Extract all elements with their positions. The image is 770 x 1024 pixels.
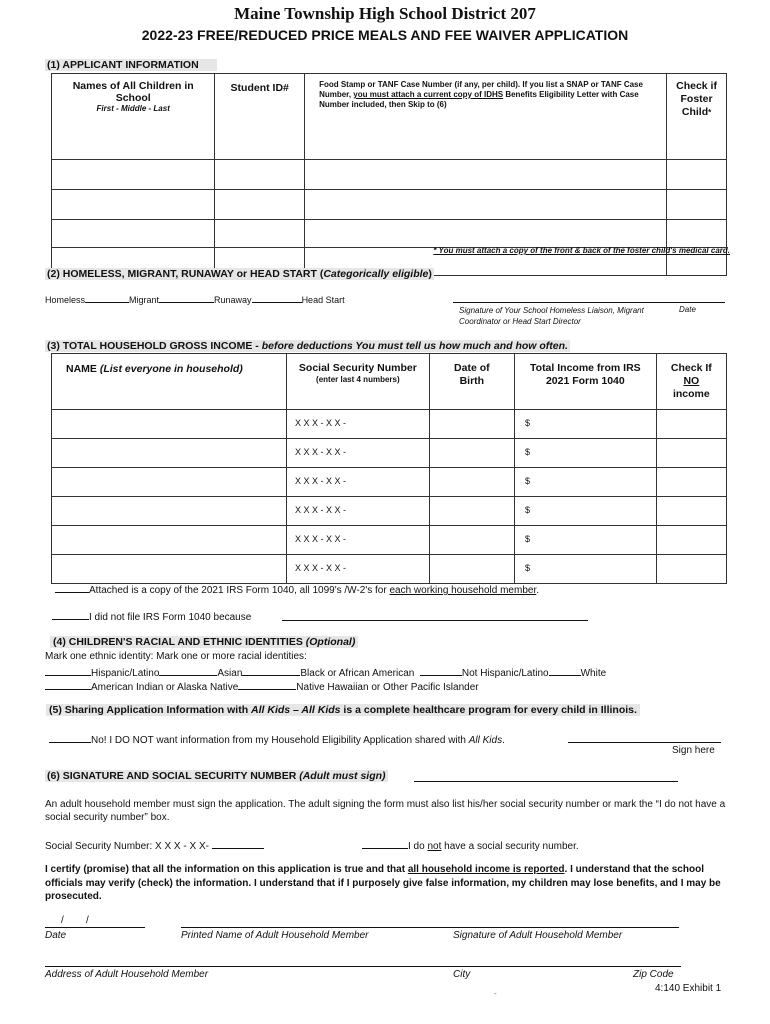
member-name-field[interactable] <box>52 410 287 439</box>
date-field[interactable] <box>45 927 145 928</box>
address-label: Address of Adult Household Member <box>45 969 209 980</box>
no-ssn-check[interactable] <box>362 838 408 849</box>
adult-signature-label: Signature of Adult Household Member <box>453 930 623 941</box>
no-1040-check[interactable] <box>52 609 89 620</box>
exhibit-label: 4:140 Exhibit 1 <box>655 983 722 994</box>
race-options-row2: American Indian or Alaska Native Native Hawaiian or Other Pacific Islander <box>45 679 479 693</box>
all-kids-signature-field[interactable] <box>568 742 721 743</box>
page-dash: - <box>494 989 497 998</box>
income-field[interactable]: $ <box>515 439 657 468</box>
member-name-field[interactable] <box>52 468 287 497</box>
runaway-field[interactable] <box>252 292 302 303</box>
ssn-field[interactable]: X X X - X X - <box>287 526 430 555</box>
income-field[interactable]: $ <box>515 497 657 526</box>
city-label: City <box>453 969 471 980</box>
income-field[interactable]: $ <box>515 468 657 497</box>
case-number-field[interactable] <box>305 160 667 190</box>
hawaiian-check[interactable] <box>238 679 296 690</box>
foster-check-field[interactable] <box>667 160 727 190</box>
adult-signature-field[interactable] <box>414 781 678 782</box>
member-name-field[interactable] <box>52 555 287 584</box>
section3-heading: (3) TOTAL HOUSEHOLD GROSS INCOME - before deductions You must tell us how much and how often. <box>47 340 568 352</box>
sign-here-label: Sign here <box>672 745 715 756</box>
ssn-subheader: (enter last 4 numbers) <box>316 375 400 384</box>
homeless-field[interactable] <box>85 292 129 303</box>
signature-instructions: An adult household member must sign the application. The adult signing the form must also list his/her social security number or mark the “I do not have a social security number” box. <box>45 799 726 823</box>
migrant-field[interactable] <box>159 292 214 303</box>
table-row <box>52 439 727 468</box>
asian-spacer[interactable] <box>159 665 217 676</box>
ssn-field[interactable]: X X X - X X - <box>287 410 430 439</box>
no-ssn-line: I do not have a social security number. <box>362 838 579 852</box>
name-signature-line[interactable] <box>181 927 679 928</box>
food-stamp-header-cell <box>305 74 667 160</box>
member-name-field[interactable] <box>52 439 287 468</box>
no-1040-reason-field[interactable] <box>282 620 588 621</box>
adult-ssn-line: Social Security Number: X X X - X X- <box>45 838 264 852</box>
ssn-field[interactable]: X X X - X X - <box>287 468 430 497</box>
dob-field[interactable] <box>429 468 514 497</box>
no-income-check[interactable] <box>656 526 726 555</box>
no-income-check[interactable] <box>656 555 726 584</box>
foster-header: Check if Foster Child* <box>676 80 717 118</box>
dob-field[interactable] <box>429 410 514 439</box>
table-row <box>52 497 727 526</box>
income-name-header-cell <box>52 354 287 410</box>
student-id-header-cell <box>215 74 305 160</box>
liaison-date-label: Date <box>679 305 696 314</box>
liaison-signature-line[interactable] <box>453 302 725 303</box>
child-name-field[interactable] <box>52 190 215 220</box>
zip-label: Zip Code <box>633 969 674 980</box>
foster-check-field[interactable] <box>667 220 727 248</box>
student-id-field[interactable] <box>215 160 305 190</box>
section4-heading: (4) CHILDREN'S RACIAL AND ETHNIC IDENTITIES (Optional) <box>50 636 358 648</box>
child-name-field[interactable] <box>52 160 215 190</box>
member-name-field[interactable] <box>52 526 287 555</box>
income-field[interactable]: $ <box>515 555 657 584</box>
section1-heading: (1) APPLICANT INFORMATION <box>45 59 217 71</box>
member-name-field[interactable] <box>52 497 287 526</box>
foster-footnote: * You must attach a copy of the front & back of the foster child's medical card. <box>433 246 730 255</box>
race-options-row1: Hispanic/Latino Asian Black or African American Not Hispanic/Latino White <box>45 665 606 679</box>
foster-header-cell <box>667 74 727 160</box>
case-number-field[interactable] <box>305 190 667 220</box>
dob-field[interactable] <box>429 497 514 526</box>
ethnic-instruction: Mark one ethnic identity: Mark one or more racial identities: <box>45 651 307 662</box>
income-field[interactable]: $ <box>515 526 657 555</box>
no-income-check[interactable] <box>656 468 726 497</box>
ssn-header: Social Security Number <box>298 362 417 374</box>
black-check[interactable] <box>420 665 462 676</box>
date-label: Date <box>45 930 67 941</box>
names-header-cell <box>52 74 215 160</box>
liaison-signature-label: Signature of Your School Homeless Liaison, Migrant Coordinator or Head Start Director <box>459 306 644 326</box>
table-row <box>52 190 727 220</box>
no-income-header-cell <box>656 354 726 410</box>
certification-statement: I certify (promise) that all the information on this application is true and that all household income is reported. I understand that the school officials may verify (check) the information. I understand that if I purposely give false information, my children may lose benefits, and I may be prosecuted. <box>45 864 721 902</box>
category-options: Homeless Migrant Runaway Head Start <box>45 292 345 305</box>
table-row <box>52 410 727 439</box>
no-income-check[interactable] <box>656 439 726 468</box>
food-stamp-header: Food Stamp or TANF Case Number (if any, per child). If you list a SNAP or TANF Case Number, you must attach a current copy of IDHS Benefits Eligibility Letter with Case Number included, then Skip to (6) <box>319 80 643 109</box>
no-income-check[interactable] <box>656 497 726 526</box>
white-check[interactable] <box>549 665 581 676</box>
ssn-field[interactable]: X X X - X X - <box>287 555 430 584</box>
ssn-header-cell <box>287 354 430 410</box>
student-id-field[interactable] <box>215 190 305 220</box>
attached-1040-check[interactable] <box>55 582 89 593</box>
foster-check-field[interactable] <box>667 190 727 220</box>
american-indian-check[interactable] <box>45 679 91 690</box>
dob-header-cell <box>429 354 514 410</box>
student-id-field[interactable] <box>215 220 305 248</box>
section6-heading: (6) SIGNATURE AND SOCIAL SECURITY NUMBER (Adult must sign) <box>47 770 386 782</box>
names-subheader: First - Middle - Last <box>96 104 170 113</box>
date-slashes: / / <box>61 915 89 926</box>
table-row <box>52 220 727 248</box>
hispanic-check[interactable] <box>45 665 91 676</box>
attached-1040-line: Attached is a copy of the 2021 IRS Form 1040, all 1099's /W-2's for each working household member. <box>55 582 539 596</box>
table-row <box>52 526 727 555</box>
ssn-field[interactable]: X X X - X X - <box>287 439 430 468</box>
section5-heading: (5) Sharing Application Information with All Kids – All Kids is a complete healthcare program for every child in Illinois. <box>46 704 640 716</box>
table-row <box>52 468 727 497</box>
document-subtitle: 2022-23 FREE/REDUCED PRICE MEALS AND FEE WAIVER APPLICATION <box>141 27 629 43</box>
adult-ssn-field[interactable] <box>212 838 264 849</box>
no-income-header: Check If NO income <box>670 362 712 400</box>
all-kids-optout-check[interactable] <box>49 732 91 743</box>
income-name-header: NAME (List everyone in household) <box>66 363 243 375</box>
printed-name-label: Printed Name of Adult Household Member <box>181 930 369 941</box>
dob-header: Date of Birth <box>454 362 490 387</box>
table-row <box>52 160 727 190</box>
no-1040-line: I did not file IRS Form 1040 because <box>52 609 251 623</box>
child-name-field[interactable] <box>52 220 215 248</box>
dob-field[interactable] <box>429 555 514 584</box>
all-kids-optout-line: No! I DO NOT want information from my Household Eligibility Application shared with All Kids. <box>49 732 505 746</box>
document-title: Maine Township High School District 207 <box>234 4 536 23</box>
ssn-field[interactable]: X X X - X X - <box>287 497 430 526</box>
dob-field[interactable] <box>429 439 514 468</box>
case-number-field[interactable] <box>305 220 667 248</box>
names-header: Names of All Children in School <box>72 80 194 104</box>
income-field[interactable]: $ <box>515 410 657 439</box>
section2-heading: (2) HOMELESS, MIGRANT, RUNAWAY or HEAD START (Categorically eligible) <box>47 268 432 280</box>
student-id-header: Student ID# <box>230 82 289 94</box>
asian-check[interactable] <box>242 665 300 676</box>
dob-field[interactable] <box>429 526 514 555</box>
income-header-cell <box>515 354 657 410</box>
table-row <box>52 555 727 584</box>
address-line[interactable] <box>45 966 681 967</box>
income-table <box>51 353 727 584</box>
no-income-check[interactable] <box>656 410 726 439</box>
income-header: Total Income from IRS 2021 Form 1040 <box>530 362 641 387</box>
